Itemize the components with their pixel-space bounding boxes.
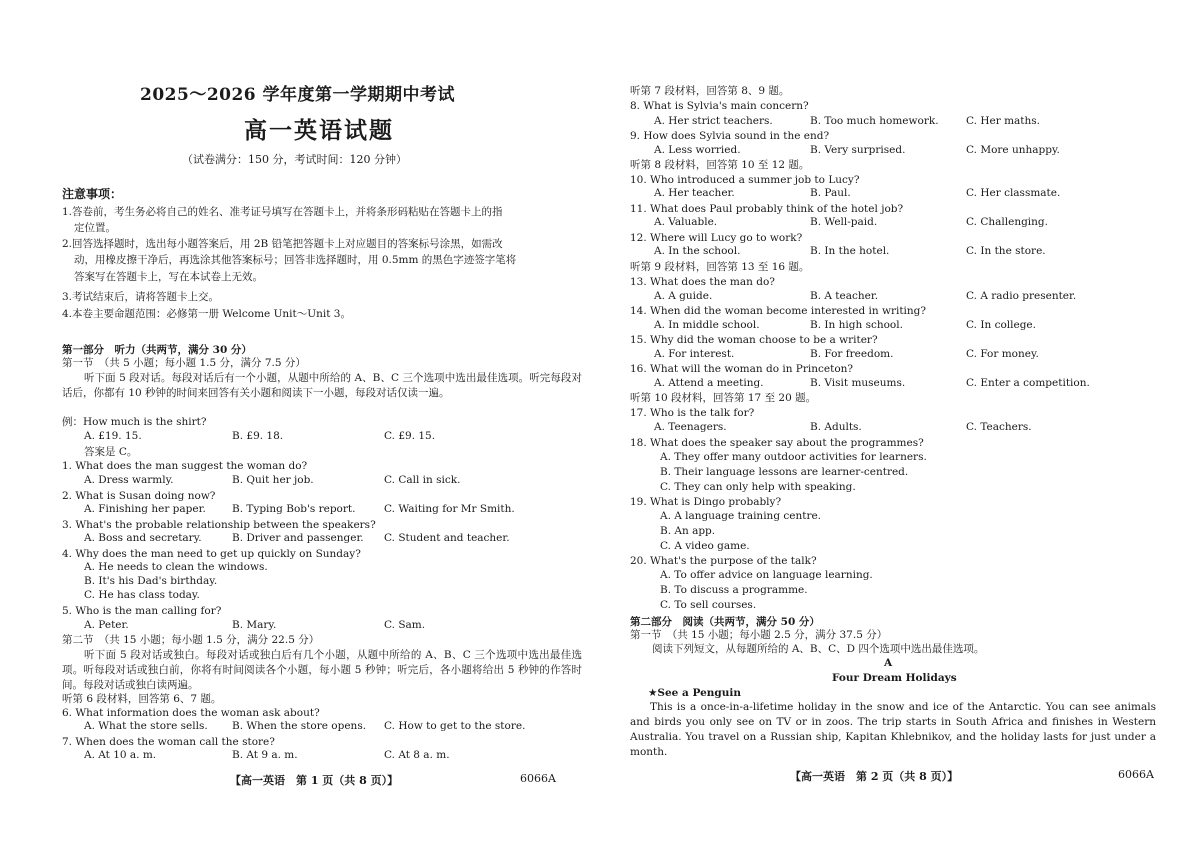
question-20: 20. What's the purpose of the talk? — [630, 555, 817, 567]
option-a: A. £19. 15. — [84, 430, 142, 442]
option-b: B. To discuss a programme. — [660, 584, 808, 596]
exam-code: 6066A — [520, 772, 556, 785]
passage-label: A — [884, 657, 893, 669]
exam-subtitle: （试卷满分：150 分，考试时间：120 分钟） — [182, 153, 407, 166]
option-a: A. Her strict teachers. — [654, 115, 773, 127]
example-answer: 答案是 C。 — [84, 446, 138, 458]
passage-title: Four Dream Holidays — [832, 672, 957, 684]
option-b: B. Very surprised. — [810, 144, 906, 156]
option-c: C. Sam. — [384, 619, 426, 631]
question-19: 19. What is Dingo probably? — [630, 496, 782, 508]
option-c: C. Her classmate. — [966, 187, 1061, 199]
option-a: A. Peter. — [84, 619, 129, 631]
option-c: C. Enter a competition. — [966, 377, 1090, 389]
option-a: A. What the store sells. — [84, 720, 208, 732]
option-a: A. A guide. — [654, 290, 713, 302]
option-b: B. A teacher. — [810, 290, 879, 302]
option-c: C. In college. — [966, 319, 1036, 331]
notice-line: 动，用橡皮擦干净后，再选涂其他答案标号；回答非选择题时，用 0.5mm 的黑色字迹签字笔将 — [74, 254, 517, 266]
option-c: C. How to get to the store. — [384, 720, 526, 732]
material-10-label: 听第 10 段材料，回答第 17 至 20 题。 — [630, 392, 817, 404]
example-question: 例：How much is the shirt? — [62, 416, 207, 428]
option-c: C. To sell courses. — [660, 599, 757, 611]
option-a: A. Less worried. — [654, 144, 741, 156]
option-c: C. Student and teacher. — [384, 532, 510, 544]
option-b: B. Adults. — [810, 421, 862, 433]
option-a: A. In middle school. — [654, 319, 760, 331]
section2-instructions: 听下面 5 段对话或独白。每段对话或独白后有几个小题，从题中所给的 A、B、C 三个选项中选出最佳选项。听每段对话或独白前，你将有时间阅读各个小题，每小题 5 秒钟；听完后，各小题将给出 5 秒钟的作答时间。每段对话或独白读两遍。 — [62, 649, 582, 691]
option-a: A. Her teacher. — [654, 187, 735, 199]
option-a: A. A language training centre. — [660, 510, 822, 522]
question-13: 13. What does the man do? — [630, 276, 775, 288]
item1-text: This is a once-in-a-lifetime holiday in the snow and ice of the Antarctic. You can see animals and birds you only see on TV or in zoos. The trip starts in South Africa and finishes in Western Australia. You travel on a Russian ship, Kapitan Khlebnikov, and the holiday lasts for just under a month. — [630, 701, 1156, 758]
material-7-label: 听第 7 段材料，回答第 8、9 题。 — [630, 85, 790, 97]
item1-title-row — [648, 686, 741, 700]
option-c: C. Call in sick. — [384, 474, 461, 486]
option-a: A. He needs to clean the windows. — [84, 561, 268, 573]
option-b: B. Typing Bob's report. — [232, 503, 356, 515]
question-17: 17. Who is the talk for? — [630, 407, 755, 419]
option-c: C. A video game. — [660, 540, 750, 552]
option-b: B. Visit museums. — [810, 377, 906, 389]
option-a: A. In the school. — [654, 245, 741, 257]
option-b: B. Too much homework. — [810, 115, 939, 127]
option-b: B. Their language lessons are learner-centred. — [660, 466, 909, 478]
option-c: C. Teachers. — [966, 421, 1032, 433]
option-a: A. Boss and secretary. — [84, 532, 202, 544]
question-1: 1. What does the man suggest the woman do? — [62, 460, 308, 472]
question-4: 4. Why does the man need to get up quickly on Sunday? — [62, 548, 361, 560]
option-b: B. In the hotel. — [810, 245, 890, 257]
exam-main-title: 高一英语试题 — [244, 117, 394, 144]
option-a: A. Attend a meeting. — [654, 377, 764, 389]
option-c: C. At 8 a. m. — [384, 749, 450, 761]
part2-instructions: 阅读下列短文，从每题所给的 A、B、C、D 四个选项中选出最佳选项。 — [652, 643, 985, 655]
question-12: 12. Where will Lucy go to work? — [630, 232, 803, 244]
option-c: C. He has class today. — [84, 589, 200, 601]
material-6-label: 听第 6 段材料，回答第 6、7 题。 — [62, 693, 222, 705]
option-c: C. More unhappy. — [966, 144, 1060, 156]
option-c: C. Challenging. — [966, 216, 1048, 228]
option-b: B. £9. 18. — [232, 430, 284, 442]
option-b: B. At 9 a. m. — [232, 749, 298, 761]
notice-line: 2.回答选择题时，选出每小题答案后，用 2B 铅笔把答题卡上对应题目的答案标号涂黑，如需改 — [62, 238, 503, 250]
notice-line: 4.本卷主要命题范围：必修第一册 Welcome Unit～Unit 3。 — [62, 308, 351, 320]
option-b: B. Mary. — [232, 619, 277, 631]
option-c: C. For money. — [966, 348, 1039, 360]
section1-instructions: 听下面 5 段对话。每段对话后有一个小题，从题中所给的 A、B、C 三个选项中选出最佳选项。听完每段对话后，你都有 10 秒钟的时间来回答有关小题和阅读下一小题，每段对话仅读一遍。 — [62, 372, 582, 399]
option-a: A. For interest. — [654, 348, 735, 360]
section2-heading: 第二节 （共 15 小题；每小题 1.5 分，满分 22.5 分） — [62, 634, 320, 646]
option-a: A. Dress warmly. — [84, 474, 174, 486]
page-footer: 【高一英语 第 2 页（共 8 页）】 — [790, 770, 959, 783]
question-5: 5. Who is the man calling for? — [62, 605, 222, 617]
question-2: 2. What is Susan doing now? — [62, 490, 216, 502]
question-15: 15. Why did the woman choose to be a writer? — [630, 334, 878, 346]
option-b: B. For freedom. — [810, 348, 894, 360]
option-a: A. To offer advice on language learning. — [660, 569, 873, 581]
option-b: B. An app. — [660, 525, 716, 537]
question-16: 16. What will the woman do in Princeton? — [630, 363, 854, 375]
page-footer: 【高一英语 第 1 页（共 8 页）】 — [230, 774, 399, 787]
question-3: 3. What's the probable relationship between the speakers? — [62, 519, 376, 531]
option-c: C. Waiting for Mr Smith. — [384, 503, 515, 515]
option-b: B. Quit her job. — [232, 474, 314, 486]
option-b: B. In high school. — [810, 319, 903, 331]
notice-heading: 注意事项： — [62, 187, 123, 201]
question-14: 14. When did the woman become interested in writing? — [630, 305, 927, 317]
section1-heading: 第一节 （共 5 小题；每小题 1.5 分，满分 7.5 分） — [62, 357, 306, 369]
question-6: 6. What information does the woman ask about? — [62, 707, 320, 719]
question-9: 9. How does Sylvia sound in the end? — [630, 130, 830, 142]
material-9-label: 听第 9 段材料，回答第 13 至 16 题。 — [630, 261, 810, 273]
option-a: A. They offer many outdoor activities for learners. — [660, 451, 927, 463]
part2-heading: 第二部分 阅读（共两节，满分 50 分） — [630, 616, 820, 628]
option-c: C. Her maths. — [966, 115, 1040, 127]
option-b: B. It's his Dad's birthday. — [84, 575, 218, 587]
material-8-label: 听第 8 段材料，回答第 10 至 12 题。 — [630, 159, 810, 171]
part1-heading: 第一部分 听力（共两节，满分 30 分） — [62, 344, 252, 356]
item1-title: See a Penguin — [657, 687, 742, 699]
question-11: 11. What does Paul probably think of the hotel job? — [630, 203, 904, 215]
exam-code: 6066A — [1118, 768, 1154, 781]
option-c: C. In the store. — [966, 245, 1046, 257]
notice-line: 1.答卷前，考生务必将自己的姓名、准考证号填写在答题卡上，并将条形码粘贴在答题卡上的指 — [62, 206, 503, 218]
option-b: B. When the store opens. — [232, 720, 367, 732]
option-a: A. At 10 a. m. — [84, 749, 157, 761]
star-icon: ★ — [648, 687, 658, 699]
option-b: B. Driver and passenger. — [232, 532, 364, 544]
question-18: 18. What does the speaker say about the programmes? — [630, 437, 924, 449]
option-b: B. Well-paid. — [810, 216, 878, 228]
option-c: C. They can only help with speaking. — [660, 481, 856, 493]
part2-section1-heading: 第一节 （共 15 小题；每小题 2.5 分，满分 37.5 分） — [630, 629, 888, 641]
exam-year-title: 2025～2026 学年度第一学期期中考试 — [140, 85, 456, 105]
option-c: C. A radio presenter. — [966, 290, 1077, 302]
option-a: A. Teenagers. — [654, 421, 727, 433]
notice-line: 定位置。 — [74, 222, 116, 234]
question-8: 8. What is Sylvia's main concern? — [630, 100, 809, 112]
option-a: A. Valuable. — [654, 216, 718, 228]
option-b: B. Paul. — [810, 187, 851, 199]
question-10: 10. Who introduced a summer job to Lucy? — [630, 174, 860, 186]
option-c: C. £9. 15. — [384, 430, 436, 442]
question-7: 7. When does the woman call the store? — [62, 736, 275, 748]
notice-line: 3.考试结束后，请将答题卡上交。 — [62, 291, 220, 303]
notice-line: 答案写在答题卡上，写在本试卷上无效。 — [74, 271, 263, 283]
option-a: A. Finishing her paper. — [84, 503, 206, 515]
